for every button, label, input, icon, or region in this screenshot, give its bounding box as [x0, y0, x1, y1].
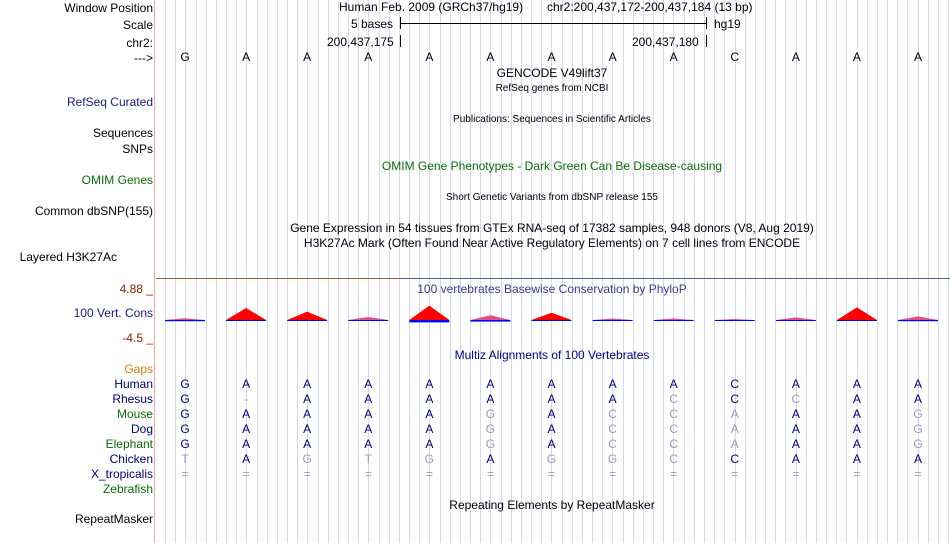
grid-line: [826, 0, 827, 543]
aligned-base: A: [852, 407, 861, 421]
phylop-negative-mark: [226, 320, 266, 321]
aligned-base: G: [180, 392, 190, 406]
grid-line: [887, 0, 888, 543]
chrom-label: chr2:: [126, 36, 153, 50]
reference-base: A: [669, 50, 678, 64]
grid-line: [653, 0, 654, 543]
grid-line: [450, 0, 451, 543]
grid-line: [277, 0, 278, 543]
aligned-base: =: [364, 467, 372, 481]
phylop-negative-mark: [348, 320, 388, 321]
omim-track-title[interactable]: OMIM Gene Phenotypes - Dark Green Can Be Disease-causing: [381, 159, 723, 173]
grid-line: [928, 0, 929, 543]
grid-line: [907, 0, 908, 543]
aligned-base: G: [180, 422, 190, 436]
dbsnp-track-title[interactable]: Short Genetic Variants from dbSNP release 155: [446, 192, 658, 203]
aligned-base: A: [547, 437, 556, 451]
aligned-base: A: [242, 452, 251, 466]
aligned-base: A: [547, 422, 556, 436]
phylop-negative-mark: [470, 320, 510, 322]
aligned-base: A: [852, 422, 861, 436]
aligned-base: A: [547, 377, 556, 391]
grid-line: [460, 0, 461, 543]
aligned-base: G: [302, 452, 312, 466]
aligned-base: A: [547, 392, 556, 406]
aligned-base: =: [181, 467, 189, 481]
aligned-base: A: [913, 452, 922, 466]
grid-line: [480, 0, 481, 543]
grid-line: [440, 0, 441, 543]
grid-line: [663, 0, 664, 543]
aligned-base: A: [242, 422, 251, 436]
phylop-track-title[interactable]: 100 vertebrates Basewise Conservation by PhyloP: [417, 282, 687, 296]
window-position: chr2:200,437,172-200,437,184 (13 bp): [547, 0, 753, 14]
aligned-base: A: [364, 422, 373, 436]
phylop-negative-mark: [776, 320, 816, 321]
phylop-conservation-plot: [155, 294, 950, 334]
phylop-negative-mark: [715, 320, 755, 321]
coord-left: 200,437,175: [327, 35, 394, 49]
aligned-base: G: [913, 407, 923, 421]
aligned-base: A: [364, 377, 373, 391]
grid-line: [419, 0, 420, 543]
aligned-base: A: [791, 377, 800, 391]
coord-right: 200,437,180: [632, 35, 699, 49]
grid-line: [694, 0, 695, 543]
aligned-base: G: [424, 452, 434, 466]
aligned-base: T: [181, 452, 189, 466]
aligned-base: A: [791, 452, 800, 466]
aligned-base: G: [546, 452, 557, 466]
species-label-dog[interactable]: Dog: [130, 422, 153, 436]
reference-base: A: [913, 50, 922, 64]
aligned-base: A: [486, 452, 495, 466]
grid-line: [836, 0, 837, 543]
aligned-base: =: [303, 467, 311, 481]
aligned-base: A: [364, 437, 373, 451]
grid-line: [257, 0, 258, 543]
aligned-base: A: [852, 377, 861, 391]
db-label: hg19: [714, 17, 741, 31]
reference-base: A: [242, 50, 251, 64]
aligned-base: A: [913, 377, 922, 391]
grid-line: [724, 0, 725, 543]
aligned-base: A: [425, 422, 434, 436]
grid-line: [633, 0, 634, 543]
phylop-score-mark: [593, 319, 633, 320]
aligned-base: -: [244, 392, 249, 406]
phylop-track-label[interactable]: 100 Vert. Cons: [73, 306, 153, 320]
grid-line: [785, 0, 786, 543]
coord-right-tick: [706, 35, 707, 47]
aligned-base: =: [242, 467, 250, 481]
strand-arrow-label[interactable]: --->: [134, 51, 153, 65]
species-label-zebrafish[interactable]: Zebrafish: [102, 482, 153, 496]
phylop-score-mark: [654, 319, 694, 320]
aligned-base: =: [609, 467, 617, 481]
aligned-base: G: [180, 437, 190, 451]
reference-base: A: [425, 50, 434, 64]
aligned-base: A: [730, 422, 739, 436]
aligned-base: A: [425, 392, 434, 406]
aligned-base: A: [425, 437, 434, 451]
reference-base: A: [547, 50, 556, 64]
grid-line: [297, 0, 298, 543]
aligned-base: A: [242, 407, 251, 421]
gencode-track-title[interactable]: GENCODE V49lift37: [496, 66, 608, 80]
species-label-chicken[interactable]: Chicken: [109, 452, 153, 466]
aligned-base: A: [303, 377, 312, 391]
reference-base: A: [608, 50, 617, 64]
aligned-base: =: [731, 467, 739, 481]
repeatmasker-track-title[interactable]: Repeating Elements by RepeatMasker: [449, 498, 655, 512]
aligned-base: A: [791, 422, 800, 436]
phylop-score-mark: [226, 308, 266, 320]
grid-line: [714, 0, 715, 543]
aligned-base: A: [547, 407, 556, 421]
grid-line: [846, 0, 847, 543]
aligned-base: A: [425, 407, 434, 421]
phylop-negative-mark: [837, 320, 877, 321]
phylop-negative-mark: [654, 320, 694, 321]
aligned-base: =: [670, 467, 678, 481]
grid-line: [165, 0, 166, 543]
aligned-base: G: [607, 452, 618, 466]
reference-base: A: [364, 50, 373, 64]
grid-line: [877, 0, 878, 543]
phylop-score-mark: [409, 306, 449, 320]
phylop-max-label: 4.88 _: [119, 282, 153, 296]
aligned-base: G: [913, 422, 923, 436]
sequences-track-label[interactable]: Sequences: [92, 126, 153, 140]
aligned-base: =: [425, 467, 433, 481]
aligned-base: G: [485, 437, 496, 451]
multiz-track-title[interactable]: Multiz Alignments of 100 Vertebrates: [454, 348, 650, 362]
grid-line: [816, 0, 817, 543]
aligned-base: =: [486, 467, 494, 481]
grid-line: [318, 0, 319, 543]
grid-line: [267, 0, 268, 543]
aligned-base: A: [913, 392, 922, 406]
omim-track-label[interactable]: OMIM Genes: [81, 173, 153, 187]
reference-base: A: [791, 50, 800, 64]
gaps-track-label[interactable]: Gaps: [124, 362, 153, 376]
phylop-negative-mark: [287, 320, 327, 321]
coord-left-tick: [400, 35, 401, 47]
aligned-base: C: [730, 452, 740, 466]
grid-line: [684, 0, 685, 543]
aligned-base: =: [853, 467, 861, 481]
refseq-track-label[interactable]: RefSeq Curated: [66, 95, 153, 109]
h3k27ac-track-label[interactable]: Layered H3K27Ac: [19, 250, 117, 264]
grid-line: [897, 0, 898, 543]
aligned-base: G: [180, 407, 190, 421]
scale-bar-right-tick: [706, 17, 707, 29]
reference-base: A: [486, 50, 495, 64]
grid-line: [175, 0, 176, 543]
aligned-base: A: [608, 392, 617, 406]
reference-base: A: [852, 50, 861, 64]
aligned-base: =: [792, 467, 800, 481]
species-label-human[interactable]: Human: [114, 377, 153, 391]
aligned-base: C: [669, 422, 678, 436]
aligned-base: A: [303, 437, 312, 451]
reference-base: C: [730, 50, 740, 64]
aligned-base: A: [486, 377, 495, 391]
grid-line: [338, 0, 339, 543]
aligned-base: C: [730, 392, 740, 406]
aligned-base: C: [730, 377, 740, 391]
aligned-base: C: [791, 392, 801, 406]
reference-base: G: [180, 50, 190, 64]
aligned-base: A: [364, 407, 373, 421]
label-column-divider: [154, 0, 155, 543]
scale-bar: [400, 23, 706, 24]
h3k27ac-signal: [156, 278, 400, 279]
aligned-base: A: [852, 392, 861, 406]
aligned-base: A: [669, 377, 678, 391]
grid-line: [389, 0, 390, 543]
phylop-score-mark: [715, 319, 755, 320]
refseq-track-title[interactable]: RefSeq genes from NCBI: [495, 83, 609, 94]
aligned-base: C: [669, 437, 678, 451]
assembly-name: Human Feb. 2009 (GRCh37/hg19): [339, 0, 524, 14]
aligned-base: A: [242, 437, 251, 451]
grid-line: [328, 0, 329, 543]
window-position-label: Window Position: [64, 1, 153, 15]
phylop-negative-mark: [531, 320, 571, 321]
grid-line: [226, 0, 227, 543]
aligned-base: A: [791, 437, 800, 451]
aligned-base: C: [669, 407, 678, 421]
phylop-score-mark: [898, 316, 938, 320]
aligned-base: =: [547, 467, 555, 481]
grid-line: [216, 0, 217, 543]
grid-line: [358, 0, 359, 543]
grid-line: [806, 0, 807, 543]
grid-line: [775, 0, 776, 543]
aligned-base: A: [730, 407, 739, 421]
phylop-score-mark: [287, 312, 327, 320]
aligned-base: A: [608, 377, 617, 391]
grid-line: [938, 0, 939, 543]
grid-line: [948, 0, 949, 543]
grid-line: [623, 0, 624, 543]
repeatmasker-track-label[interactable]: RepeatMasker: [74, 512, 153, 526]
phylop-score-mark: [348, 317, 388, 320]
grid-line: [399, 0, 400, 543]
aligned-base: G: [913, 437, 923, 451]
aligned-base: A: [730, 437, 739, 451]
aligned-base: =: [914, 467, 922, 481]
aligned-base: C: [608, 422, 617, 436]
phylop-negative-mark: [409, 320, 449, 322]
snps-track-label[interactable]: SNPs: [122, 142, 153, 156]
aligned-base: C: [669, 452, 678, 466]
aligned-base: C: [669, 392, 678, 406]
aligned-base: C: [608, 437, 617, 451]
aligned-base: T: [364, 452, 372, 466]
species-label-mouse[interactable]: Mouse: [116, 407, 153, 421]
grid-line: [765, 0, 766, 543]
reference-base: A: [303, 50, 312, 64]
grid-line: [409, 0, 410, 543]
phylop-negative-mark: [165, 320, 205, 321]
scale-text: 5 bases: [351, 17, 394, 31]
aligned-base: A: [852, 437, 861, 451]
publications-track-title[interactable]: Publications: Sequences in Scientific Articles: [453, 114, 651, 125]
species-label-elephant[interactable]: Elephant: [105, 437, 153, 451]
grid-line: [206, 0, 207, 543]
grid-line: [348, 0, 349, 543]
aligned-base: A: [364, 392, 373, 406]
aligned-base: A: [486, 392, 495, 406]
h3k27ac-track-title[interactable]: H3K27Ac Mark (Often Found Near Active Regulatory Elements) on 7 cell lines from ENCODE: [303, 236, 801, 250]
phylop-score-mark: [165, 318, 205, 320]
aligned-base: A: [303, 392, 312, 406]
phylop-score-mark: [531, 313, 571, 320]
species-label-rhesus[interactable]: Rhesus: [112, 392, 153, 406]
grid-line: [287, 0, 288, 543]
grid-line: [236, 0, 237, 543]
aligned-base: A: [791, 407, 800, 421]
aligned-base: A: [852, 452, 861, 466]
aligned-base: C: [608, 407, 617, 421]
species-label-x_tropicalis[interactable]: X_tropicalis: [90, 467, 153, 481]
aligned-base: G: [485, 407, 496, 421]
grid-line: [745, 0, 746, 543]
grid-line: [379, 0, 380, 543]
phylop-score-mark: [470, 315, 510, 320]
aligned-base: G: [485, 422, 496, 436]
aligned-base: A: [303, 422, 312, 436]
aligned-base: A: [425, 377, 434, 391]
scale-label: Scale: [122, 18, 153, 32]
grid-line: [704, 0, 705, 543]
dbsnp-track-label[interactable]: Common dbSNP(155): [34, 204, 153, 218]
grid-line: [470, 0, 471, 543]
phylop-negative-mark: [898, 320, 938, 321]
phylop-score-mark: [776, 317, 816, 320]
phylop-min-label: -4.5 _: [122, 331, 153, 345]
phylop-negative-mark: [593, 320, 633, 321]
grid-line: [867, 0, 868, 543]
aligned-base: G: [180, 377, 190, 391]
grid-line: [755, 0, 756, 543]
grid-line: [196, 0, 197, 543]
phylop-score-mark: [837, 307, 877, 320]
aligned-base: A: [242, 377, 251, 391]
aligned-base: A: [303, 407, 312, 421]
gtex-track-title[interactable]: Gene Expression in 54 tissues from GTEx RNA-seq of 17382 samples, 948 donors (V8, Aug 2019): [290, 221, 814, 235]
grid-line: [643, 0, 644, 543]
